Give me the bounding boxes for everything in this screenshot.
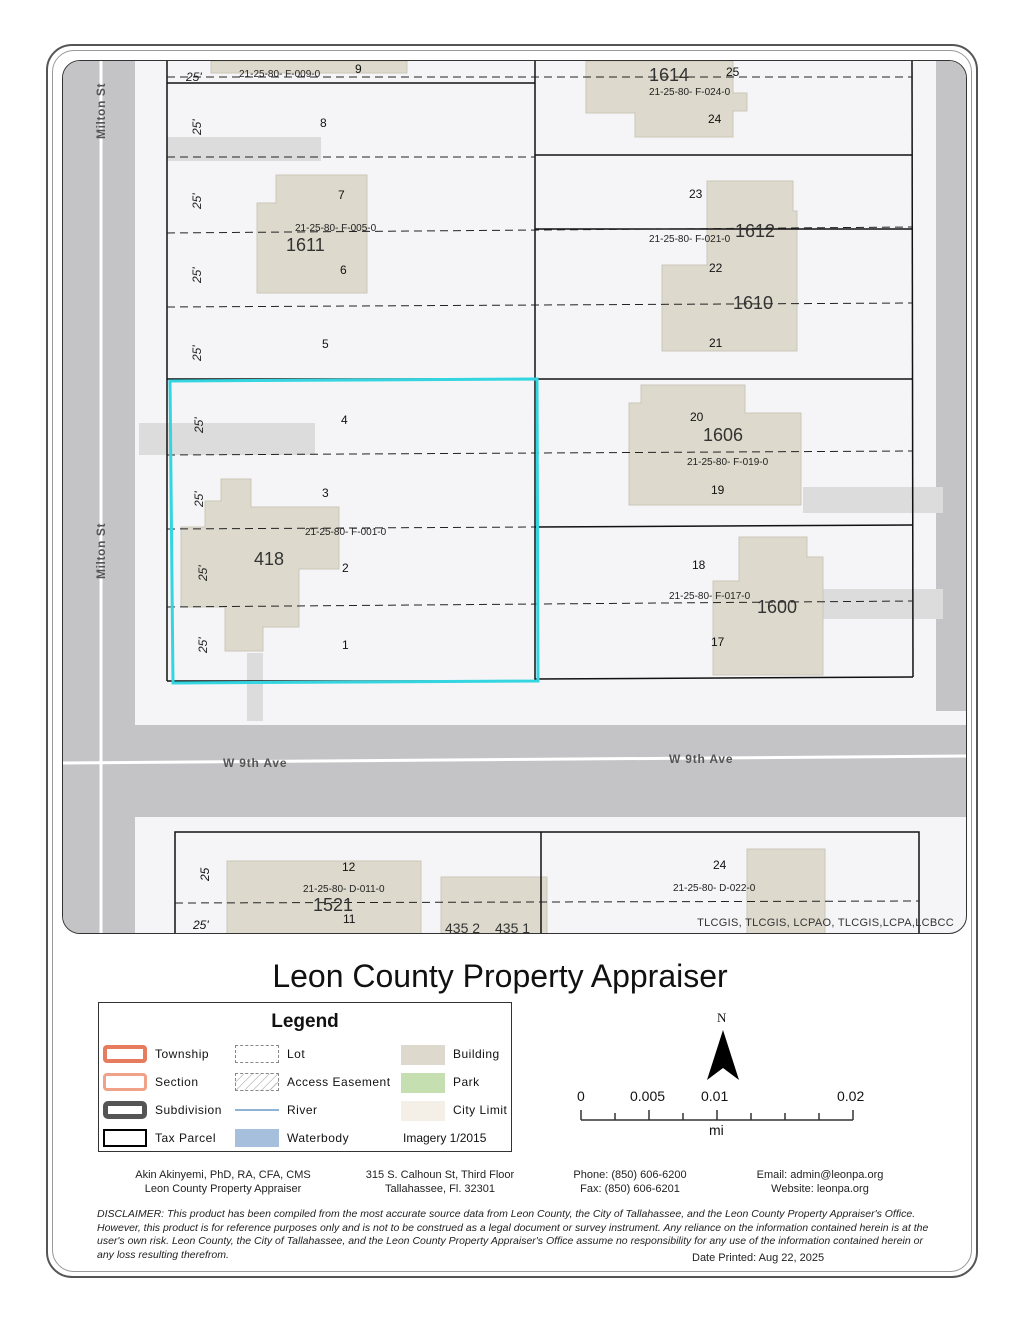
parcel-id-label: 21-25-80- F-024-0 — [649, 87, 731, 98]
scale-tick-label: 0.01 — [701, 1088, 729, 1104]
legend-box — [98, 1002, 512, 1152]
lot-number: 9 — [355, 62, 362, 76]
lot-dimension: 25' — [193, 918, 209, 932]
lot-number: 24 — [713, 858, 727, 872]
lot-number: 12 — [342, 860, 356, 874]
waterbody-swatch — [235, 1129, 279, 1147]
driveway — [247, 653, 263, 721]
address-line-2: Tallahassee, Fl. 32301 — [384, 1183, 496, 1195]
address-label: 1612 — [735, 221, 776, 241]
legend-label: Building — [453, 1047, 500, 1061]
lot-number: 4 — [341, 413, 348, 427]
address-label: 1614 — [649, 65, 690, 85]
legend-label: Access Easement — [287, 1075, 391, 1089]
legend-label: Waterbody — [287, 1131, 350, 1145]
legend-label: Township — [155, 1047, 210, 1061]
lot-number: 20 — [690, 410, 704, 424]
footer-web — [740, 1168, 900, 1196]
legend-label: Section — [155, 1075, 199, 1089]
appraiser-title: Leon County Property Appraiser — [144, 1183, 302, 1195]
parcel-id-label: 21-25-80- F-019-0 — [687, 457, 769, 468]
page-title: Leon County Property Appraiser — [272, 958, 728, 994]
lot-dimension: 25' — [190, 345, 204, 361]
driveway — [803, 589, 943, 619]
lot-dimension: 25' — [190, 267, 204, 283]
scale-bar — [575, 1010, 875, 1140]
address-label: 1600 — [757, 597, 798, 617]
w-9th-ave-road — [63, 725, 966, 817]
map-attribution: TLCGIS, TLCGIS, LCPAO, TLCGIS,LCPA,LCBCC — [697, 917, 954, 929]
driveway — [139, 423, 315, 455]
lot-dimension: 25' — [190, 193, 204, 209]
lot-dimension: 25 — [198, 867, 212, 881]
lot-number: 23 — [689, 187, 703, 201]
lot-number: 8 — [320, 116, 327, 130]
street-label-milton-north: Milton St — [94, 82, 108, 139]
legend-label: Subdivision — [155, 1103, 222, 1117]
lot-number: 2 — [342, 561, 349, 575]
parcel-line — [912, 61, 913, 677]
phone: Phone: (850) 606-6200 — [573, 1169, 687, 1181]
parcel-id-label: 21-25-80- F-017-0 — [669, 591, 751, 602]
street-label-milton-south: Milton St — [94, 522, 108, 579]
street-label-ninth-west: W 9th Ave — [223, 756, 288, 770]
parcel-id-label: 21-25-80- F-005-0 — [295, 223, 377, 234]
appraiser-name: Akin Akinyemi, PhD, RA, CFA, CMS — [135, 1169, 311, 1181]
address-label: 1521 — [313, 895, 354, 915]
driveway — [803, 487, 943, 513]
lot-number: 25 — [726, 65, 740, 79]
township-swatch — [103, 1045, 147, 1063]
imagery-date: Imagery 1/2015 — [403, 1131, 487, 1145]
lot-number: 17 — [711, 635, 725, 649]
building-swatch — [401, 1045, 445, 1065]
map-view[interactable] — [62, 60, 967, 934]
legend-label: Tax Parcel — [155, 1131, 217, 1145]
lot-number: 3 — [322, 486, 329, 500]
city-limit-swatch — [401, 1101, 445, 1121]
lot-number: 6 — [340, 263, 347, 277]
date-printed: Date Printed: Aug 22, 2025 — [692, 1252, 825, 1264]
easement-swatch — [235, 1073, 279, 1091]
lot-number: 5 — [322, 337, 329, 351]
footer-contact — [560, 1168, 700, 1196]
lot-swatch — [235, 1045, 279, 1063]
north-arrow-icon — [707, 1030, 739, 1080]
subdivision-swatch — [103, 1101, 147, 1119]
legend-title: Legend — [271, 1011, 339, 1032]
address-label: 435 2 — [445, 920, 481, 933]
section-swatch — [103, 1073, 147, 1091]
parcel-id-label: 21-25-80- F-021-0 — [649, 234, 731, 245]
lot-dimension: 25' — [186, 70, 202, 84]
address-label: 1606 — [703, 425, 744, 445]
legend-label: Park — [453, 1075, 480, 1089]
lot-number: 7 — [338, 188, 345, 202]
email-link[interactable]: Email: admin@leonpa.org — [756, 1169, 884, 1181]
address-label: 1611 — [286, 235, 325, 255]
legend-label: River — [287, 1103, 318, 1117]
scale-unit: mi — [709, 1122, 724, 1138]
legend-label: Lot — [287, 1047, 306, 1061]
tax-parcel-swatch — [103, 1129, 147, 1147]
address-label: 435 1 — [495, 920, 531, 933]
footer-appraiser — [118, 1168, 328, 1196]
parcel-id-label: 21-25-80- F-001-0 — [305, 527, 387, 538]
scale-tick-label: 0 — [577, 1088, 585, 1104]
legend-label: City Limit — [453, 1103, 508, 1117]
street-label-ninth-east: W 9th Ave — [669, 752, 734, 766]
scale-tick-label: 0.02 — [837, 1088, 865, 1104]
river-swatch — [235, 1109, 279, 1111]
parcel-id-label: 21-25-80- D-011-0 — [303, 884, 385, 895]
lot-number: 24 — [708, 112, 722, 126]
park-swatch — [401, 1073, 445, 1093]
address-line-1: 315 S. Calhoun St, Third Floor — [365, 1169, 515, 1181]
fax: Fax: (850) 606-6201 — [580, 1183, 680, 1195]
lot-number: 1 — [342, 638, 349, 652]
lot-dimension: 25' — [196, 637, 210, 653]
lot-dimension: 25' — [190, 119, 204, 135]
parcel-id-label: 21-25-80- D-022-0 — [673, 883, 756, 894]
lot-number: 21 — [709, 336, 723, 350]
lot-number: 11 — [343, 912, 356, 926]
scale-tick-label: 0.005 — [630, 1088, 666, 1104]
address-label: 418 — [254, 549, 285, 569]
website-link[interactable]: Website: leonpa.org — [771, 1183, 869, 1195]
lot-dimension: 25' — [192, 491, 206, 507]
north-label: N — [717, 1010, 727, 1025]
footer-address — [350, 1168, 530, 1196]
address-label: 1610 — [733, 293, 774, 313]
lot-number: 18 — [692, 558, 706, 572]
lot-number: 22 — [709, 261, 723, 275]
lot-number: 19 — [711, 483, 725, 497]
parcel-id-label: 21-25-80- F-009-0 — [239, 69, 321, 80]
lot-dimension: 25' — [192, 417, 206, 433]
disclaimer: DISCLAIMER: This product has been compiled from the most accurate source data from Leon County, the City of Tallahassee, and the Leon County Property Appraiser's Office. However, this product is for reference purposes only and is not to be construed as a legal document or survey instrument. Any reliance on the information contained herein is at the user's own risk. Leon County, the City of Tallahassee, and the Leon County Property Appraiser's Office assume no responsibility for any use of the information contained herein or any loss resulting therefrom. — [97, 1208, 929, 1261]
lot-dimension: 25' — [196, 565, 210, 581]
